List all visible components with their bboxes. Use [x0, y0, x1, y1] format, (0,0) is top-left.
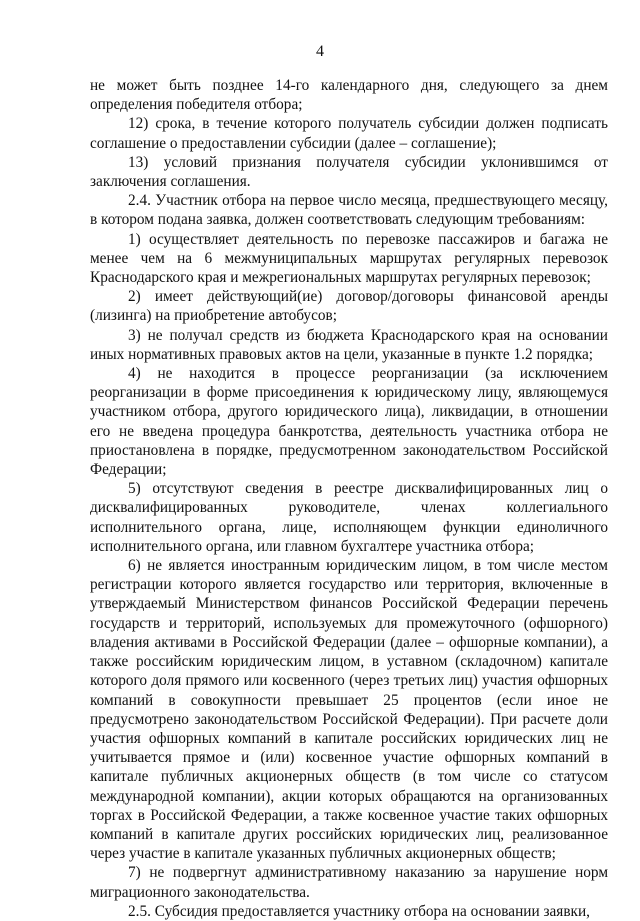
paragraph-continuation: не может быть позднее 14-го календарного дня, следующего за днем определения победителя отбора; [90, 77, 608, 114]
paragraph-requirement-4: 4) не находится в процессе реорганизации (за исключением реорганизации в форме присоединения к юридическому лицу, являющемуся участником отбора, другого юридического лица), ликвидации, в отношении его не введена процедура банкротства, деятельность участника отбора не приостановлена в порядке, предусмотренном законодательством Российской Федерации; [90, 365, 608, 479]
paragraph-requirement-7: 7) не подвергнут административному наказанию за нарушение норм миграционного законодательства. [90, 864, 608, 901]
paragraph-item-12: 12) срока, в течение которого получатель субсидии должен подписать соглашение о предоставлении субсидии (далее – соглашение); [90, 115, 608, 152]
paragraph-requirement-2: 2) имеет действующий(ие) договор/договоры финансовой аренды (лизинга) на приобретение автобусов; [90, 288, 608, 325]
paragraph-requirement-3: 3) не получал средств из бюджета Краснодарского края на основании иных нормативных правовых актов на цели, указанные в пункте 1.2 порядка; [90, 326, 608, 363]
paragraph-section-2-4: 2.4. Участник отбора на первое число месяца, предшествующего месяцу, в котором подана заявка, должен соответствовать следующим требованиям: [90, 192, 608, 229]
document-body [90, 76, 608, 921]
paragraph-section-2-5: 2.5. Субсидия предоставляется участнику отбора на основании заявки, [128, 902, 590, 920]
paragraph-requirement-6: 6) не является иностранным юридическим лицом, в том числе местом регистрации которого является государство или территория, включенные в утверждаемый Министерством финансов Российской Федерации перечень государств и территорий, используемых для промежуточного (офшорного) владения активами в Российской Федерации (далее – офшорные компании), а также российским юридическим лицом, в уставном (складочном) капитале которого доля прямого или косвенного (через третьих лиц) участия офшорных компаний в совокупности превышает 25 процентов (если иное не предусмотрено законодательством Российской Федерации). При расчете доли участия офшорных компаний в капитале российских юридических лиц не учитывается прямое и (или) косвенное участие офшорных компаний в капитале публичных акционерных обществ (в том числе со статусом международной компании), акции которых обращаются на организованных торгах в Российской Федерации, а также косвенное участие таких офшорных компаний в капитале других российских юридических лиц, реализованное через участие в капитале указанных публичных акционерных обществ; [90, 557, 608, 863]
paragraph-requirement-1: 1) осуществляет деятельность по перевозке пассажиров и багажа не менее чем на 6 межмуниципальных маршрутах регулярных перевозок Краснодарского края и межрегиональных маршрутах регулярных перевозок; [90, 230, 608, 287]
page-number: 4 [316, 43, 324, 60]
paragraph-requirement-5: 5) отсутствуют сведения в реестре дисквалифицированных лиц о дисквалифицированных руководителе, членах коллегиального исполнительного органа, лице, исполняющем функции единоличного исполнительного органа, или главном бухгалтере участника отбора; [90, 480, 608, 555]
paragraph-item-13: 13) условий признания получателя субсидии уклонившимся от заключения соглашения. [90, 153, 608, 191]
